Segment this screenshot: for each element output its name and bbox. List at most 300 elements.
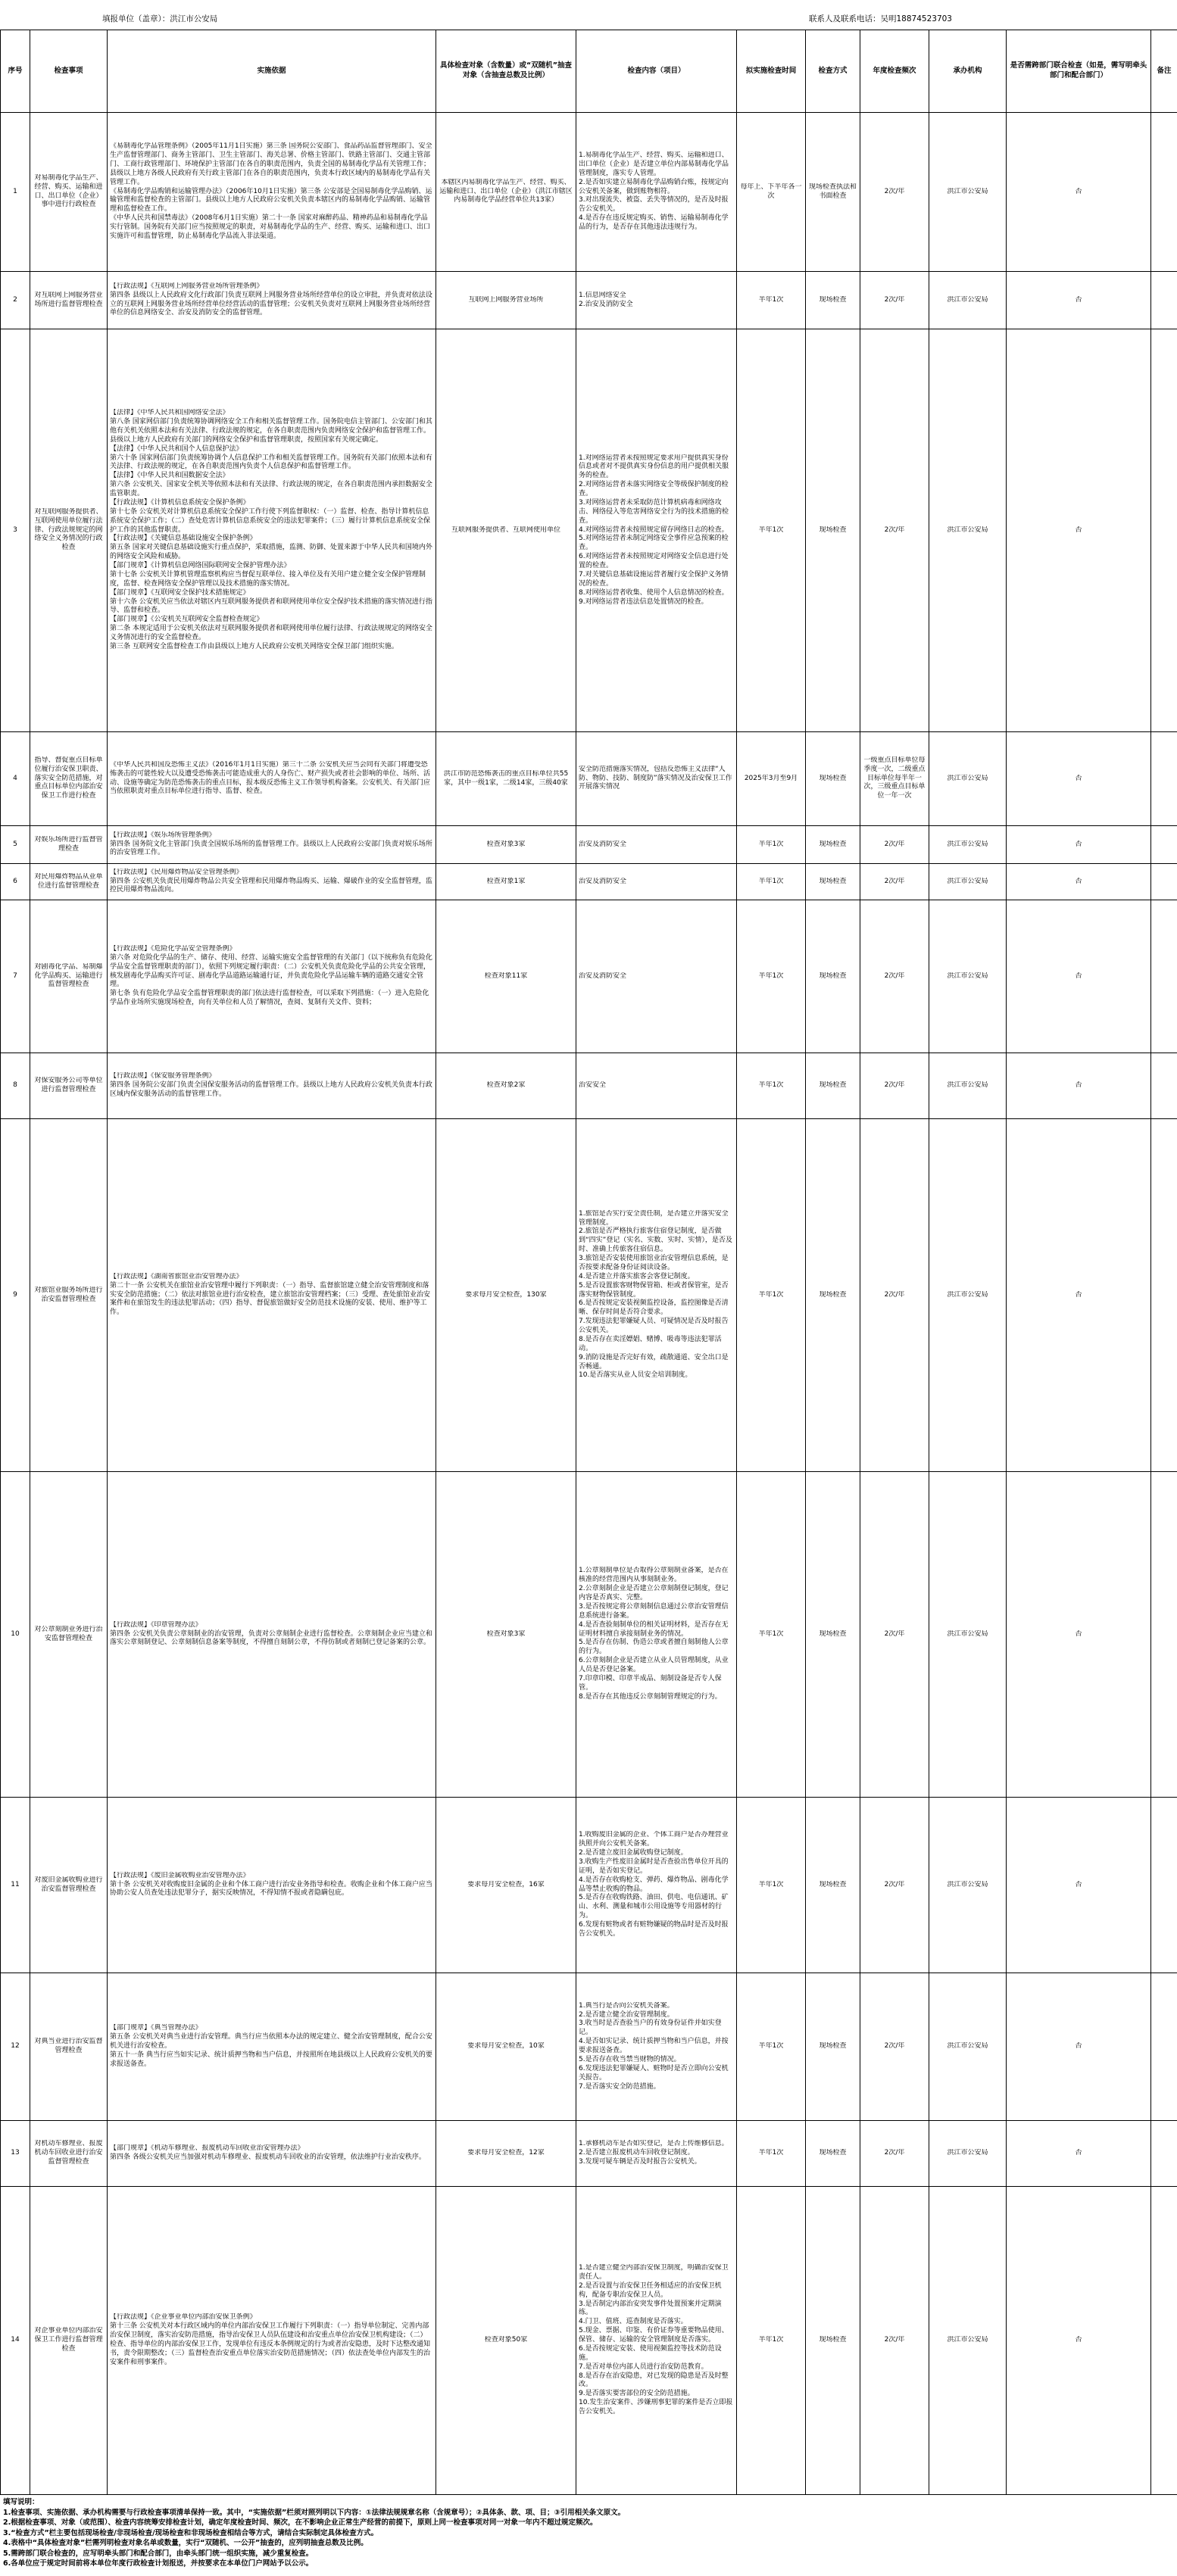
annual-frequency-cell bbox=[860, 2121, 929, 2187]
inspection-method: 现场检查 bbox=[819, 877, 847, 885]
row-number: 5 bbox=[13, 840, 17, 848]
table-row bbox=[1, 272, 1177, 329]
annual-frequency: 2次/年 bbox=[884, 971, 905, 980]
header-annual-frequency: 年度检查频次 bbox=[860, 30, 929, 113]
joint-inspection: 否 bbox=[1075, 525, 1082, 534]
inspection-content-cell bbox=[576, 272, 737, 329]
joint-inspection: 否 bbox=[1075, 187, 1082, 195]
annual-frequency: 2次/年 bbox=[884, 2149, 905, 2157]
instruction-note: 4.表格中“具体检查对象”栏需列明检查对象名单或数量，实行“双随机、一公开”抽查的，应列明抽查总数及比例。 bbox=[3, 2539, 368, 2547]
table-header-row bbox=[1, 30, 1177, 113]
row-number-cell bbox=[1, 1472, 30, 1798]
responsible-agency: 洪江市公安局 bbox=[947, 2336, 988, 2344]
inspection-content-cell bbox=[576, 864, 737, 900]
inspection-method-cell bbox=[806, 272, 860, 329]
table-row bbox=[1, 2121, 1177, 2187]
remarks-cell bbox=[1151, 329, 1177, 732]
responsible-agency-cell bbox=[929, 272, 1007, 329]
inspection-method: 现场检查 bbox=[819, 2336, 847, 2344]
planned-time-cell bbox=[737, 900, 806, 1053]
legal-basis-cell bbox=[108, 1973, 436, 2121]
inspection-content: 1.是否建立健全内部治安保卫制度，明确治安保卫责任人。 2.是否设置与治安保卫任务相适应的治安保卫机构，配备专职治安保卫人员。 3.是否制定内部治安突发事件处置预案并定期演练。 4.门卫、值班、巡查制度是否落实。 5.现金、票据、印鉴、有价证券等重要物品使用、保管、储存、运输的安全管理制度是否落实。 6.是否按规定安装、使用视频监控等技术防范设施。 7.是否对单位内部人员进行治安防范教育。 8.是否存在治安隐患，对已发现的隐患是否及时整改。 9.是否落实要害部位的安全防范措施。 10.发生治安案件、涉嫌刑事犯罪的案件是否立即报告公安机关。 bbox=[579, 2264, 733, 2416]
inspection-content-cell bbox=[576, 826, 737, 864]
row-number: 12 bbox=[11, 2042, 20, 2051]
joint-inspection: 否 bbox=[1075, 2042, 1082, 2051]
inspection-target-cell bbox=[436, 113, 576, 272]
inspection-method: 现场检查 bbox=[819, 1880, 847, 1888]
header-inspection-content: 检查内容（项目） bbox=[576, 30, 737, 113]
inspection-target-cell bbox=[436, 1053, 576, 1119]
annual-frequency-cell bbox=[860, 1973, 929, 2121]
responsible-agency-cell bbox=[929, 1053, 1007, 1119]
inspection-content-cell bbox=[576, 732, 737, 826]
inspection-content-cell bbox=[576, 329, 737, 732]
legal-basis-cell bbox=[108, 2187, 436, 2495]
inspection-item-cell bbox=[30, 900, 108, 1053]
inspection-method: 现场检查 bbox=[819, 1290, 847, 1299]
inspection-item-cell bbox=[30, 826, 108, 864]
inspection-method-cell bbox=[806, 900, 860, 1053]
inspection-method-cell bbox=[806, 826, 860, 864]
inspection-target-cell bbox=[436, 1119, 576, 1472]
inspection-item: 对典当业进行治安监督管理检查 bbox=[34, 2038, 103, 2054]
inspection-target: 要求每月安全检查，10家 bbox=[467, 2042, 545, 2051]
table-row bbox=[1, 2187, 1177, 2495]
row-number-cell bbox=[1, 1053, 30, 1119]
inspection-item: 对保安服务公司等单位进行监督管理检查 bbox=[34, 1077, 103, 1093]
table-row bbox=[1, 1472, 1177, 1798]
responsible-agency-cell bbox=[929, 2187, 1007, 2495]
legal-basis: 【行政法规】《保安服务管理条例》 第四条 国务院公安部门负责全国保安服务活动的监督管理工作。县级以上地方人民政府公安机关负责本行政区域内保安服务活动的监督管理工作。 bbox=[110, 1072, 432, 1098]
row-number: 13 bbox=[11, 2149, 20, 2157]
legal-basis-cell bbox=[108, 113, 436, 272]
joint-inspection-cell bbox=[1007, 900, 1151, 1053]
header-joint-inspection: 是否需跨部门联合检查（如是，需写明牵头部门和配合部门） bbox=[1007, 30, 1151, 113]
row-number-cell bbox=[1, 1119, 30, 1472]
annual-frequency: 2次/年 bbox=[884, 1880, 905, 1888]
inspection-target: 互联网服务提供者、互联网使用单位 bbox=[451, 525, 560, 534]
row-number-cell bbox=[1, 2187, 30, 2495]
header-legal-basis: 实施依据 bbox=[108, 30, 436, 113]
joint-inspection-cell bbox=[1007, 2187, 1151, 2495]
row-number: 4 bbox=[13, 774, 17, 782]
table-row bbox=[1, 864, 1177, 900]
legal-basis-cell bbox=[108, 1053, 436, 1119]
row-number: 7 bbox=[13, 971, 17, 980]
planned-time-cell bbox=[737, 864, 806, 900]
responsible-agency-cell bbox=[929, 864, 1007, 900]
responsible-agency-cell bbox=[929, 1973, 1007, 2121]
inspection-item-cell bbox=[30, 113, 108, 272]
report-header bbox=[0, 0, 1177, 30]
joint-inspection: 否 bbox=[1075, 2149, 1082, 2157]
planned-time: 半年1次 bbox=[758, 1880, 784, 1888]
planned-time: 2025年3月至9月 bbox=[744, 774, 798, 782]
responsible-agency-cell bbox=[929, 826, 1007, 864]
legal-basis: 【行政法规】《湖南省旅馆业治安管理办法》 第二十一条 公安机关在旅馆业治安管理中履行下列职责：（一）指导、监督旅馆建立健全治安管理制度和落实安全防范措施；（二）依法对旅馆业进行治安检查，建立旅馆治安管理档案；（三）受理、查处旅馆业治安案件和在旅馆发生的违法犯罪活动；（四）指导、督促旅馆做好安全防范技术设施的安装、使用、维护等工作。 bbox=[110, 1272, 431, 1317]
planned-time-cell bbox=[737, 1053, 806, 1119]
planned-time-cell bbox=[737, 826, 806, 864]
remarks-cell bbox=[1151, 1973, 1177, 2121]
inspection-method: 现场检查 bbox=[819, 525, 847, 534]
inspection-item-cell bbox=[30, 329, 108, 732]
joint-inspection: 否 bbox=[1075, 1081, 1082, 1090]
table-row bbox=[1, 900, 1177, 1053]
legal-basis: 【行政法规】《危险化学品安全管理条例》 第六条 对危险化学品的生产、储存、使用、经营、运输实施安全监督管理的有关部门（以下统称负有危险化学品安全监督管理职责的部门），依照下列规定履行职责：（二）公安机关负责危险化学品的公共安全管理，核发剧毒化学品购买许可证、剧毒化学品道路运输通行证，并负责危险化学品运输车辆的道路交通安全管理。 第七条 负有危险化学品安全监督管理职责的部门依法进行监督检查，可以采取下列措施：（一）进入危险化学品作业场所实施现场检查，向有关单位和人员了解情况，查阅、复制有关文件、资料； bbox=[110, 944, 432, 1007]
planned-time: 半年1次 bbox=[758, 1081, 784, 1090]
legal-basis: 【部门规章】《机动车修理业、报废机动车回收业治安管理办法》 第四条 各级公安机关应当加强对机动车修理业、报废机动车回收业的治安管理，依法维护行业治安秩序。 bbox=[110, 2144, 426, 2161]
joint-inspection: 否 bbox=[1075, 971, 1082, 980]
inspection-method-cell bbox=[806, 864, 860, 900]
remarks-cell bbox=[1151, 1472, 1177, 1798]
inspection-item-cell bbox=[30, 1053, 108, 1119]
annual-frequency: 2次/年 bbox=[884, 840, 905, 848]
legal-basis: 【行政法规】《废旧金属收购业治安管理办法》 第十条 公安机关对收购废旧金属的企业和个体工商户进行治安业务指导和检查。收购企业和个体工商户应当协助公安人员查处违法犯罪分子，据实反映情况，不得知情不报或者隐瞒包庇。 bbox=[110, 1871, 432, 1898]
joint-inspection-cell bbox=[1007, 1053, 1151, 1119]
planned-time-cell bbox=[737, 2187, 806, 2495]
planned-time: 半年1次 bbox=[758, 840, 784, 848]
legal-basis: 【行政法规】《娱乐场所管理条例》 第四条 国务院文化主管部门负责全国娱乐场所的监督管理工作。县级以上人民政府公安部门负责对娱乐场所的治安管理工作。 bbox=[110, 831, 432, 857]
instruction-note: 2.根据检查事项、对象（或范围）、检查内容统筹安排检查计划，确定年度检查时间、频次，在不影响企业正常生产经营的前提下，原则上同一检查事项对同一对象一年内不超过规定频次。 bbox=[3, 2518, 598, 2527]
table-body bbox=[1, 113, 1177, 2495]
responsible-agency: 洪江市公安局 bbox=[947, 877, 988, 885]
inspection-method-cell bbox=[806, 1973, 860, 2121]
responsible-agency: 洪江市公安局 bbox=[947, 2042, 988, 2051]
joint-inspection: 否 bbox=[1075, 1629, 1082, 1638]
responsible-agency: 洪江市公安局 bbox=[947, 1880, 988, 1888]
joint-inspection-cell bbox=[1007, 272, 1151, 329]
responsible-agency-cell bbox=[929, 1798, 1007, 1973]
joint-inspection-cell bbox=[1007, 113, 1151, 272]
remarks-cell bbox=[1151, 2187, 1177, 2495]
legal-basis: 【法律】《中华人民共和国网络安全法》 第八条 国家网信部门负责统筹协调网络安全工作和相关监督管理工作。国务院电信主管部门、公安部门和其他有关机关依照本法和有关法律、行政法规的规定，在各自职责范围内负责网络安全保护和监督管理工作。县级以上地方人民政府有关部门的网络安全保护和监督管理职责，按照国家有关规定确定。 【法律】《中华人民共和国个人信息保护法》 第六十条 国家网信部门负责统筹协调个人信息保护工作和相关监督管理工作。国务院有关部门依照本法和有关法律、行政法规的规定，在各自职责范围内负责个人信息保护和监督管理工作。 【法律】《中华人民共和国数据安全法》 第六条 公安机关、国家安全机关等依照本法和有关法律、行政法规的规定，在各自职责范围内承担数据安全监管职责。 【行政法规】《计算机信息系统安全保护条例》 第十七条 公安机关对计算机信息系统安全保护工作行使下列监督职权：（一）监督、检查、指导计算机信息系统安全保护工作；（二）查处危害计算机信息系统安全的违法犯罪案件；（三）履行计算机信息系统安全保护工作的其他监督职责。 【行政法规】《关键信息基础设施安全保护条例》 第五条 国家对关键信息基础设施实行重点保护，采取措施，监测、防御、处置来源于中华人民共和国境内外的网络安全风险和威胁。 【部门规章】《计算机信息网络国际联网安全保护管理办法》 第十七条 公安机关计算机管理监察机构应当督促互联单位、接入单位及有关用户建立健全安全保护管理制度，监督、检查网络安全保护管理以及技术措施的落实情况。 【部门规章】《互联网安全保护技术措施规定》 第十六条 公安机关应当依法对辖区内互联网服务提供者和联网使用单位安全保护技术措施的落实情况进行指导、监督和检查。 【部门规章】《公安机关互联网安全监督检查规定》 第二条 本规定适用于公安机关依法对互联网服务提供者和联网使用单位履行法律、行政法规规定的网络安全义务情况进行的安全监督检查。 第三条 互联网安全监督检查工作由县级以上地方人民政府公安机关网络安全保卫部门组织实施。 bbox=[110, 409, 432, 650]
inspection-content: 安全防范措施落实情况，包括反恐怖主义法律“人防、物防、技防、制度防”落实情况及治安保卫工作开展落实情况 bbox=[579, 765, 732, 791]
inspection-item: 对民用爆炸物品从业单位进行监督管理检查 bbox=[34, 872, 103, 890]
planned-time: 半年1次 bbox=[758, 1629, 784, 1638]
inspection-target-cell bbox=[436, 732, 576, 826]
inspection-method-cell bbox=[806, 1472, 860, 1798]
inspection-content-cell bbox=[576, 1119, 737, 1472]
inspection-target-cell bbox=[436, 900, 576, 1053]
table-row bbox=[1, 1973, 1177, 2121]
row-number-cell bbox=[1, 864, 30, 900]
inspection-method-cell bbox=[806, 2121, 860, 2187]
instruction-note: 5.需跨部门联合检查的，应写明牵头部门和配合部门，由牵头部门统一组织实施，减少重复检查。 bbox=[3, 2549, 314, 2558]
annual-frequency-cell bbox=[860, 272, 929, 329]
annual-frequency: 2次/年 bbox=[884, 295, 905, 304]
inspection-content: 1.信息网络安全 2.治安及消防安全 bbox=[579, 291, 633, 308]
legal-basis-cell bbox=[108, 732, 436, 826]
annual-frequency: 2次/年 bbox=[884, 877, 905, 885]
inspection-content: 1.旅馆是否实行安全责任制，是否建立并落实安全管理制度。 2.旅馆是否严格执行旅客住宿登记制度，是否做到“四实”登记（实名、实数、实时、实情），是否及时、准确上传旅客住宿信息。 3.旅馆是否安装使用旅馆业治安管理信息系统，是否按要求配备身份证阅读设备。 4.是否建立并落实旅客会客登记制度。 5.是否设置旅客财物保管箱、柜或者保管室，是否落实财物保管制度。 6.是否按规定安装视频监控设备，监控图像是否清晰、保存时间是否符合要求。 7.发现违法犯罪嫌疑人员、可疑情况是否及时报告公安机关。 8.是否存在卖淫嫖娼、赌博、吸毒等违法犯罪活动。 9.消防设施是否完好有效，疏散通道、安全出口是否畅通。 10.是否落实从业人员安全培训制度。 bbox=[579, 1209, 732, 1380]
joint-inspection-cell bbox=[1007, 1973, 1151, 2121]
legal-basis-cell bbox=[108, 272, 436, 329]
inspection-item: 对娱乐场所进行监督管理检查 bbox=[34, 835, 103, 853]
remarks-cell bbox=[1151, 113, 1177, 272]
inspection-target: 洪江市防范恐怖袭击的重点目标单位共55家，其中一级1家，二级14家，三级40家 bbox=[443, 769, 569, 787]
inspection-content-cell bbox=[576, 2121, 737, 2187]
row-number-cell bbox=[1, 1798, 30, 1973]
legal-basis: 【行政法规】《民用爆炸物品安全管理条例》 第四条 公安机关负责民用爆炸物品公共安全管理和民用爆炸物品购买、运输、爆破作业的安全监督管理，监控民用爆炸物品流向。 bbox=[110, 868, 432, 894]
inspection-target: 检查对象1家 bbox=[486, 877, 526, 885]
table-row bbox=[1, 1119, 1177, 1472]
joint-inspection: 否 bbox=[1075, 877, 1082, 885]
responsible-agency-cell bbox=[929, 113, 1007, 272]
responsible-agency: 洪江市公安局 bbox=[947, 295, 988, 304]
responsible-agency: 洪江市公安局 bbox=[947, 840, 988, 848]
responsible-agency-cell bbox=[929, 329, 1007, 732]
inspection-method-cell bbox=[806, 1053, 860, 1119]
legal-basis-cell bbox=[108, 826, 436, 864]
inspection-item-cell bbox=[30, 272, 108, 329]
table-row bbox=[1, 329, 1177, 732]
remarks-cell bbox=[1151, 826, 1177, 864]
inspection-method-cell bbox=[806, 1798, 860, 1973]
inspection-method: 现场检查 bbox=[819, 1629, 847, 1638]
legal-basis-cell bbox=[108, 329, 436, 732]
joint-inspection-cell bbox=[1007, 864, 1151, 900]
table-row bbox=[1, 732, 1177, 826]
inspection-item-cell bbox=[30, 1119, 108, 1472]
planned-time-cell bbox=[737, 272, 806, 329]
planned-time: 半年1次 bbox=[758, 2336, 784, 2344]
inspection-content: 1.公章刻制单位是否取得公章刻制业备案，是否在核准的经营范围内从事刻制业务。 2.公章刻制企业是否建立公章刻制登记制度，登记内容是否真实、完整。 3.是否按规定将公章刻制信息通过公章治安管理信息系统进行备案。 4.是否查验刻制单位的相关证明材料，是否存在无证明材料擅自承接刻制业务的情况。 5.是否存在仿制、伪造公章或者擅自刻制他人公章的行为。 6.公章刻制企业是否建立从业人员管理制度，从业人员是否登记备案。 7.印章印模、印章半成品、刻制设备是否专人保管。 8.是否存在其他违反公章刻制管理规定的行为。 bbox=[579, 1567, 729, 1701]
inspection-content: 治安及消防安全 bbox=[579, 971, 627, 980]
inspection-content-cell bbox=[576, 1973, 737, 2121]
planned-time-cell bbox=[737, 329, 806, 732]
joint-inspection-cell bbox=[1007, 1119, 1151, 1472]
joint-inspection-cell bbox=[1007, 1798, 1151, 1973]
inspection-item-cell bbox=[30, 1798, 108, 1973]
inspection-item: 对机动车修理业、报废机动车回收业进行治安监督管理检查 bbox=[34, 2140, 103, 2166]
joint-inspection-cell bbox=[1007, 1472, 1151, 1798]
inspection-target-cell bbox=[436, 2187, 576, 2495]
table-row bbox=[1, 113, 1177, 272]
row-number: 10 bbox=[11, 1629, 20, 1638]
inspection-content: 1.易制毒化学品生产、经营、购买、运输和进口、出口单位（企业）是否建立单位内部易制毒化学品管理制度，落实专人管理。 2.是否如实建立易制毒化学品购销台账，按规定向公安机关备案，做到账物相符。 3.对出现流失、被盗、丢失等情况的，是否及时报告公安机关。 4.是否存在违反规定购买、销售、运输易制毒化学品的行为，是否存在其他违法违规行为。 bbox=[579, 151, 729, 232]
responsible-agency-cell bbox=[929, 732, 1007, 826]
remarks-cell bbox=[1151, 2121, 1177, 2187]
remarks-cell bbox=[1151, 1798, 1177, 1973]
remarks-cell bbox=[1151, 1119, 1177, 1472]
legal-basis-cell bbox=[108, 1472, 436, 1798]
inspection-content-cell bbox=[576, 900, 737, 1053]
inspection-item: 对易制毒化学品生产、经营、购买、运输和进口、出口单位（企业）事中进行行政检查 bbox=[34, 173, 103, 209]
inspection-method-cell bbox=[806, 113, 860, 272]
row-number: 2 bbox=[13, 295, 17, 304]
inspection-content: 治安安全 bbox=[579, 1081, 607, 1090]
planned-time: 半年1次 bbox=[758, 971, 784, 980]
planned-time: 半年1次 bbox=[758, 2149, 784, 2157]
inspection-content: 1.典当行是否向公安机关备案。 2.是否建立健全治安管理制度。 3.收当时是否查验当户的有效身份证件并如实登记。 4.是否如实记录、统计质押当物和当户信息，并按要求报送备查。 5.是否存在收当禁当财物的情况。 6.发现违法犯罪嫌疑人、赃物时是否立即向公安机关报告。 7.是否落实安全防范措施。 bbox=[579, 2001, 729, 2091]
row-number-cell bbox=[1, 272, 30, 329]
row-number-cell bbox=[1, 732, 30, 826]
joint-inspection: 否 bbox=[1075, 1290, 1082, 1299]
inspection-target: 检查对象11家 bbox=[484, 971, 528, 980]
responsible-agency: 洪江市公安局 bbox=[947, 1081, 988, 1090]
annual-frequency: 2次/年 bbox=[884, 2042, 905, 2051]
legal-basis: 【行政法规】《互联网上网服务营业场所管理条例》 第四条 县级以上人民政府文化行政部门负责互联网上网服务营业场所经营单位的设立审批，并负责对依法设立的互联网上网服务营业场所经营单位经营活动的监督管理；公安机关负责对互联网上网服务营业场所经营单位的信息网络安全、治安及消防安全的监督管理。 bbox=[110, 282, 432, 317]
remarks-cell bbox=[1151, 1053, 1177, 1119]
remarks-cell bbox=[1151, 864, 1177, 900]
responsible-agency-cell bbox=[929, 900, 1007, 1053]
header-inspection-target: 具体检查对象（含数量）或“双随机”抽查对象（含抽查总数及比例） bbox=[436, 30, 576, 113]
planned-time-cell bbox=[737, 1798, 806, 1973]
inspection-content: 1.承修机动车是否如实登记，是否上传维修信息。 2.是否建立报废机动车回收登记制度。 3.发现可疑车辆是否及时报告公安机关。 bbox=[579, 2140, 729, 2166]
annual-frequency: 2次/年 bbox=[884, 525, 905, 534]
inspection-item: 对剧毒化学品、易制爆化学品购买、运输进行监督管理检查 bbox=[34, 962, 103, 989]
inspection-target: 要求每月安全检查，12家 bbox=[467, 2149, 545, 2157]
responsible-agency-cell bbox=[929, 1472, 1007, 1798]
annual-frequency: 2次/年 bbox=[884, 1290, 905, 1299]
planned-time-cell bbox=[737, 1472, 806, 1798]
planned-time-cell bbox=[737, 113, 806, 272]
legal-basis: 【行政法规】《印章管理办法》 第四条 公安机关负责公章刻制业的治安管理，负责对公章刻制企业进行监督检查。公章刻制企业应当建立和落实公章刻制登记、公章刻制信息备案等制度，不得擅自刻制公章，不得仿制或者刻制已登记备案的公章。 bbox=[110, 1620, 432, 1647]
header-planned-time: 拟实施检查时间 bbox=[737, 30, 806, 113]
annual-frequency-cell bbox=[860, 2187, 929, 2495]
inspection-content: 1.对网络运营者未按照规定要求用户提供真实身份信息或者对不提供真实身份信息的用户提供相关服务的检查。 2.对网络运营者未落实网络安全等级保护制度的检查。 3.对网络运营者未采取防范计算机病毒和网络攻击、网络侵入等危害网络安全行为的技术措施的检查。 4.对网络运营者未按照规定留存网络日志的检查。 5.对网络运营者未制定网络安全事件应急预案的检查。 6.对网络运营者未按照规定对网络安全信息进行处置的检查。 7.对关键信息基础设施运营者履行安全保护义务情况的检查。 8.对网络运营者收集、使用个人信息情况的检查。 9.对网络运营者违法信息处置情况的检查。 bbox=[579, 454, 729, 606]
inspection-target: 互联网上网服务营业场所 bbox=[468, 295, 544, 304]
row-number-cell bbox=[1, 826, 30, 864]
planned-time: 半年1次 bbox=[758, 1290, 784, 1299]
inspection-item-cell bbox=[30, 864, 108, 900]
inspection-method: 现场检查 bbox=[819, 840, 847, 848]
inspection-method: 现场检查执法和书面检查 bbox=[808, 182, 857, 200]
inspection-content-cell bbox=[576, 1053, 737, 1119]
remarks-cell bbox=[1151, 900, 1177, 1053]
responsible-agency: 洪江市公安局 bbox=[947, 1629, 988, 1638]
responsible-agency: 洪江市公安局 bbox=[947, 774, 988, 782]
inspection-item-cell bbox=[30, 2187, 108, 2495]
planned-time: 半年1次 bbox=[758, 525, 784, 534]
inspection-item-cell bbox=[30, 732, 108, 826]
annual-frequency-cell bbox=[860, 329, 929, 732]
row-number-cell bbox=[1, 1973, 30, 2121]
inspection-method: 现场检查 bbox=[819, 774, 847, 782]
legal-basis-cell bbox=[108, 900, 436, 1053]
responsible-agency: 洪江市公安局 bbox=[947, 187, 988, 195]
planned-time-cell bbox=[737, 1119, 806, 1472]
inspection-plan-table bbox=[0, 30, 1177, 2495]
inspection-target-cell bbox=[436, 272, 576, 329]
inspection-target-cell bbox=[436, 864, 576, 900]
legal-basis-cell bbox=[108, 2121, 436, 2187]
inspection-item: 对互联网服务提供者、互联网使用单位履行法律、行政法规规定的网络安全义务情况的行政检查 bbox=[34, 507, 103, 552]
row-number: 14 bbox=[11, 2336, 20, 2344]
joint-inspection: 否 bbox=[1075, 840, 1082, 848]
inspection-content: 治安及消防安全 bbox=[579, 840, 627, 848]
responsible-agency: 洪江市公安局 bbox=[947, 971, 988, 980]
inspection-method: 现场检查 bbox=[819, 971, 847, 980]
table-row bbox=[1, 1798, 1177, 1973]
contact-info: 联系人及联系电话：吴明18874523703 bbox=[809, 14, 952, 23]
joint-inspection-cell bbox=[1007, 329, 1151, 732]
inspection-target: 检查对象2家 bbox=[486, 1081, 526, 1090]
instruction-note: 1.检查事项、实施依据、承办机构需要与行政检查事项清单保持一致。其中，“实施依据”栏须对照列明以下内容：①法律法规规章名称（含规章号）；②具体条、款、项、目；③引用相关条文原文。 bbox=[3, 2508, 626, 2517]
annual-frequency: 2次/年 bbox=[884, 187, 905, 195]
filling-instructions bbox=[0, 2497, 1177, 2574]
legal-basis: 《易制毒化学品管理条例》（2005年11月1日实施）第三条 国务院公安部门、食品药品监督管理部门、安全生产监督管理部门、商务主管部门、卫生主管部门、海关总署、价格主管部门、铁路主管部门、交通主管部门、工商行政管理部门、环境保护主管部门在各自的职责范围内，负责全国的易制毒化学品有关管理工作；县级以上地方各级人民政府有关行政主管部门在各自的职责范围内，负责本行政区域内的易制毒化学品有关管理工作。 《易制毒化学品购销和运输管理办法》（2006年10月1日实施）第三条 公安部是全国易制毒化学品购销、运输管理和监督检查的主管部门。县级以上地方人民政府公安机关负责本辖区内的易制毒化学品购销、运输管理和监督检查工作。 《中华人民共和国禁毒法》（2008年6月1日实施）第二十一条 国家对麻醉药品、精神药品和易制毒化学品实行管制。国务院有关部门应当按照规定的职责，对易制毒化学品的生产、经营、购买、运输和进口、出口实施许可和监督管理，防止易制毒化学品流入非法渠道。 bbox=[110, 142, 432, 240]
inspection-target: 检查对象50家 bbox=[484, 2336, 528, 2344]
inspection-target: 检查对象3家 bbox=[486, 1629, 526, 1638]
planned-time: 半年1次 bbox=[758, 2042, 784, 2051]
inspection-method-cell bbox=[806, 2187, 860, 2495]
inspection-item: 对旅馆业服务场所进行治安监督管理检查 bbox=[34, 1286, 103, 1303]
legal-basis-cell bbox=[108, 1798, 436, 1973]
annual-frequency: 2次/年 bbox=[884, 1081, 905, 1090]
legal-basis-cell bbox=[108, 1119, 436, 1472]
inspection-target-cell bbox=[436, 2121, 576, 2187]
planned-time-cell bbox=[737, 732, 806, 826]
inspection-target-cell bbox=[436, 1973, 576, 2121]
joint-inspection-cell bbox=[1007, 2121, 1151, 2187]
inspection-content-cell bbox=[576, 2187, 737, 2495]
instruction-note: 3.“检查方式”栏主要包括现场检查/非现场检查/现场检查和非现场检查相结合等方式，请结合实际制定具体检查方式。 bbox=[3, 2528, 379, 2537]
responsible-agency-cell bbox=[929, 2121, 1007, 2187]
inspection-target-cell bbox=[436, 826, 576, 864]
annual-frequency: 一级重点目标单位每季度一次，二级重点目标单位每半年一次，三级重点目标单位一年一次 bbox=[863, 756, 926, 800]
inspection-item-cell bbox=[30, 2121, 108, 2187]
responsible-agency: 洪江市公安局 bbox=[947, 525, 988, 534]
instruction-note: 6.各单位应于规定时间前将本单位年度行政检查计划报送，并按要求在本单位门户网站予以公示。 bbox=[3, 2559, 314, 2568]
annual-frequency-cell bbox=[860, 864, 929, 900]
inspection-target: 要求每月安全检查，16家 bbox=[467, 1880, 545, 1888]
legal-basis: 《中华人民共和国反恐怖主义法》（2016年1月1日实施）第三十二条 公安机关应当会同有关部门将遭受恐怖袭击的可能性较大以及遭受恐怖袭击可能造成重大的人身伤亡、财产损失或者社会影响的单位、场所、活动、设施等确定为防范恐怖袭击的重点目标，报本级反恐怖主义工作领导机构备案。公安机关、有关部门应当依照职责对重点目标单位进行指导、监督、检查。 bbox=[110, 760, 431, 796]
inspection-method: 现场检查 bbox=[819, 2042, 847, 2051]
header-inspection-method: 检查方式 bbox=[806, 30, 860, 113]
annual-frequency: 2次/年 bbox=[884, 1629, 905, 1638]
row-number: 3 bbox=[13, 525, 17, 534]
inspection-method-cell bbox=[806, 1119, 860, 1472]
joint-inspection: 否 bbox=[1075, 774, 1082, 782]
responsible-agency: 洪江市公安局 bbox=[947, 1290, 988, 1299]
reporting-unit: 填报单位（盖章）：洪江市公安局 bbox=[102, 14, 218, 23]
header-responsible-agency: 承办机构 bbox=[929, 30, 1007, 113]
row-number: 1 bbox=[13, 187, 17, 195]
inspection-item: 对公章刻制业务进行治安监督管理检查 bbox=[34, 1625, 103, 1642]
row-number-cell bbox=[1, 900, 30, 1053]
joint-inspection-cell bbox=[1007, 732, 1151, 826]
remarks-cell bbox=[1151, 732, 1177, 826]
row-number-cell bbox=[1, 2121, 30, 2187]
row-number: 6 bbox=[13, 877, 17, 885]
inspection-target-cell bbox=[436, 1472, 576, 1798]
row-number: 9 bbox=[13, 1290, 17, 1299]
inspection-target-cell bbox=[436, 1798, 576, 1973]
instructions-title: 填写说明： bbox=[3, 2498, 39, 2506]
responsible-agency: 洪江市公安局 bbox=[947, 2149, 988, 2157]
planned-time-cell bbox=[737, 2121, 806, 2187]
inspection-item: 指导、督促重点目标单位履行治安保卫职责、落实安全防范措施，对重点目标单位内部治安保卫工作进行检查 bbox=[34, 756, 103, 800]
planned-time: 每年上、下半年各一次 bbox=[740, 182, 802, 200]
planned-time: 半年1次 bbox=[758, 877, 784, 885]
inspection-item-cell bbox=[30, 1973, 108, 2121]
inspection-content-cell bbox=[576, 1798, 737, 1973]
inspection-item: 对互联网上网服务营业场所进行监督管理检查 bbox=[34, 291, 103, 308]
inspection-target: 检查对象3家 bbox=[486, 840, 526, 848]
table-row bbox=[1, 1053, 1177, 1119]
annual-frequency-cell bbox=[860, 1119, 929, 1472]
inspection-target: 要求每月安全检查，130家 bbox=[465, 1290, 547, 1299]
inspection-content-cell bbox=[576, 1472, 737, 1798]
row-number: 8 bbox=[13, 1081, 17, 1090]
joint-inspection: 否 bbox=[1075, 295, 1082, 304]
annual-frequency-cell bbox=[860, 732, 929, 826]
legal-basis: 【行政法规】《企业事业单位内部治安保卫条例》 第十三条 公安机关对本行政区域内的单位内部治安保卫工作履行下列职责：（一）指导单位制定、完善内部治安保卫制度，落实治安防范措施，指导治安保卫人员队伍建设和治安重点单位治安保卫机构建设；（二）检查、指导单位的内部治安保卫工作，发现单位有违反本条例规定的行为或者治安隐患，及时下达整改通知书，责令限期整改；（三）监督检查治安重点单位落实治安防范措施情况；（四）依法查处单位内部发生的治安案件和刑事案件。 bbox=[110, 2313, 431, 2366]
annual-frequency-cell bbox=[860, 826, 929, 864]
table-row bbox=[1, 826, 1177, 864]
row-number-cell bbox=[1, 113, 30, 272]
